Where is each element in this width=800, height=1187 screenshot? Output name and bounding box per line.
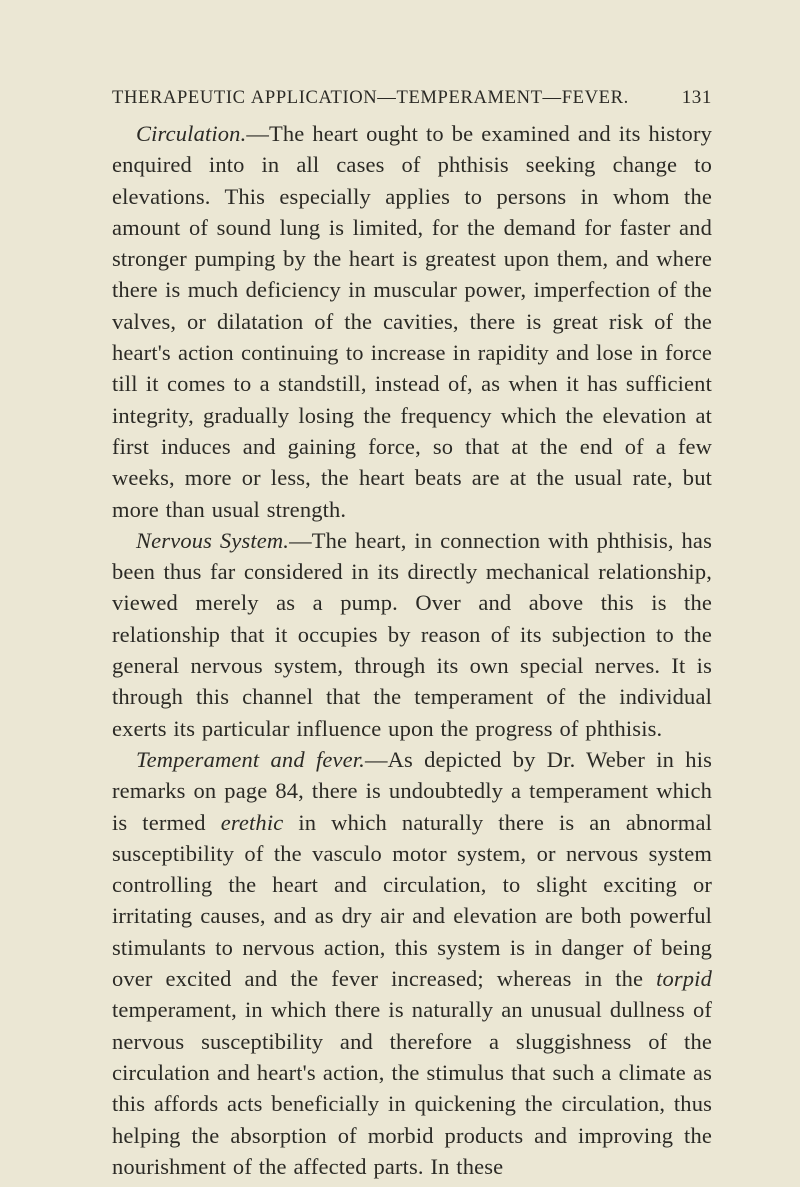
paragraph-temperament-text-c: temperament, in which there is naturally an unusual dullness of nervous susceptibility and therefore a sluggishness of the circulation and heart's action, the stimulus that such a climate as this affords acts beneficially in quickening the circulation, thus helping the absorption of morbid products and improving the nourishment of the affected parts. In these	[112, 997, 712, 1179]
section-heading-circulation: Circulation.	[136, 121, 247, 146]
page-number: 131	[681, 87, 712, 108]
term-torpid: torpid	[656, 966, 712, 992]
paragraph-circulation	[112, 118, 712, 525]
term-erethic: erethic	[220, 809, 284, 835]
paragraph-nervous-system-text: —The heart, in connection with phthisis, has been thus far considered in its directly mechanical relationship, viewed merely as a pump. Over and above this is the relationship that it occupies by reason of its subjection to the general nervous system, through its own special nerves. It is through this channel that the temperament of the individual exerts its particular influence upon the progress of phthisis.	[112, 527, 712, 741]
running-head	[112, 86, 712, 110]
section-heading-nervous-system: Nervous System.	[136, 527, 290, 553]
paragraph-temperament	[112, 744, 712, 1182]
running-title: THERAPEUTIC APPLICATION—TEMPERAMENT—FEVER.	[112, 87, 629, 108]
paragraph-temperament-text-b: in which naturally there is an abnormal susceptibility of the vasculo motor system, or nervous system controlling the heart and circulation, to slight exciting or irritating causes, and as dry air and elevation are both powerful stimulants to nervous action, this system is in danger of being over excited and the fever increased; whereas in the	[112, 809, 712, 992]
paragraph-circulation-text: —The heart ought to be examined and its history enquired into in all cases of phthisis seeking change to elevations. This especially applies to persons in whom the amount of sound lung is limited, for the demand for faster and stronger pumping by the heart is greatest upon them, and where there is much deficiency in muscular power, imperfection of the valves, or dilatation of the cavities, there is great risk of the heart's action continuing to increase in rapidity and lose in force till it comes to a standstill, instead of, as when it has sufficient integrity, gradually losing the frequency which the elevation at first induces and gaining force, so that at the end of a few weeks, more or less, the heart beats are at the usual rate, but more than usual strength.	[112, 121, 712, 522]
paragraph-nervous-system	[112, 525, 712, 744]
paragraph-temperament-text-a: —As depicted by Dr. Weber in his remarks on page 84, there is undoubtedly a temperament which is termed	[112, 746, 712, 835]
section-heading-temperament: Temperament and fever.	[136, 746, 365, 772]
